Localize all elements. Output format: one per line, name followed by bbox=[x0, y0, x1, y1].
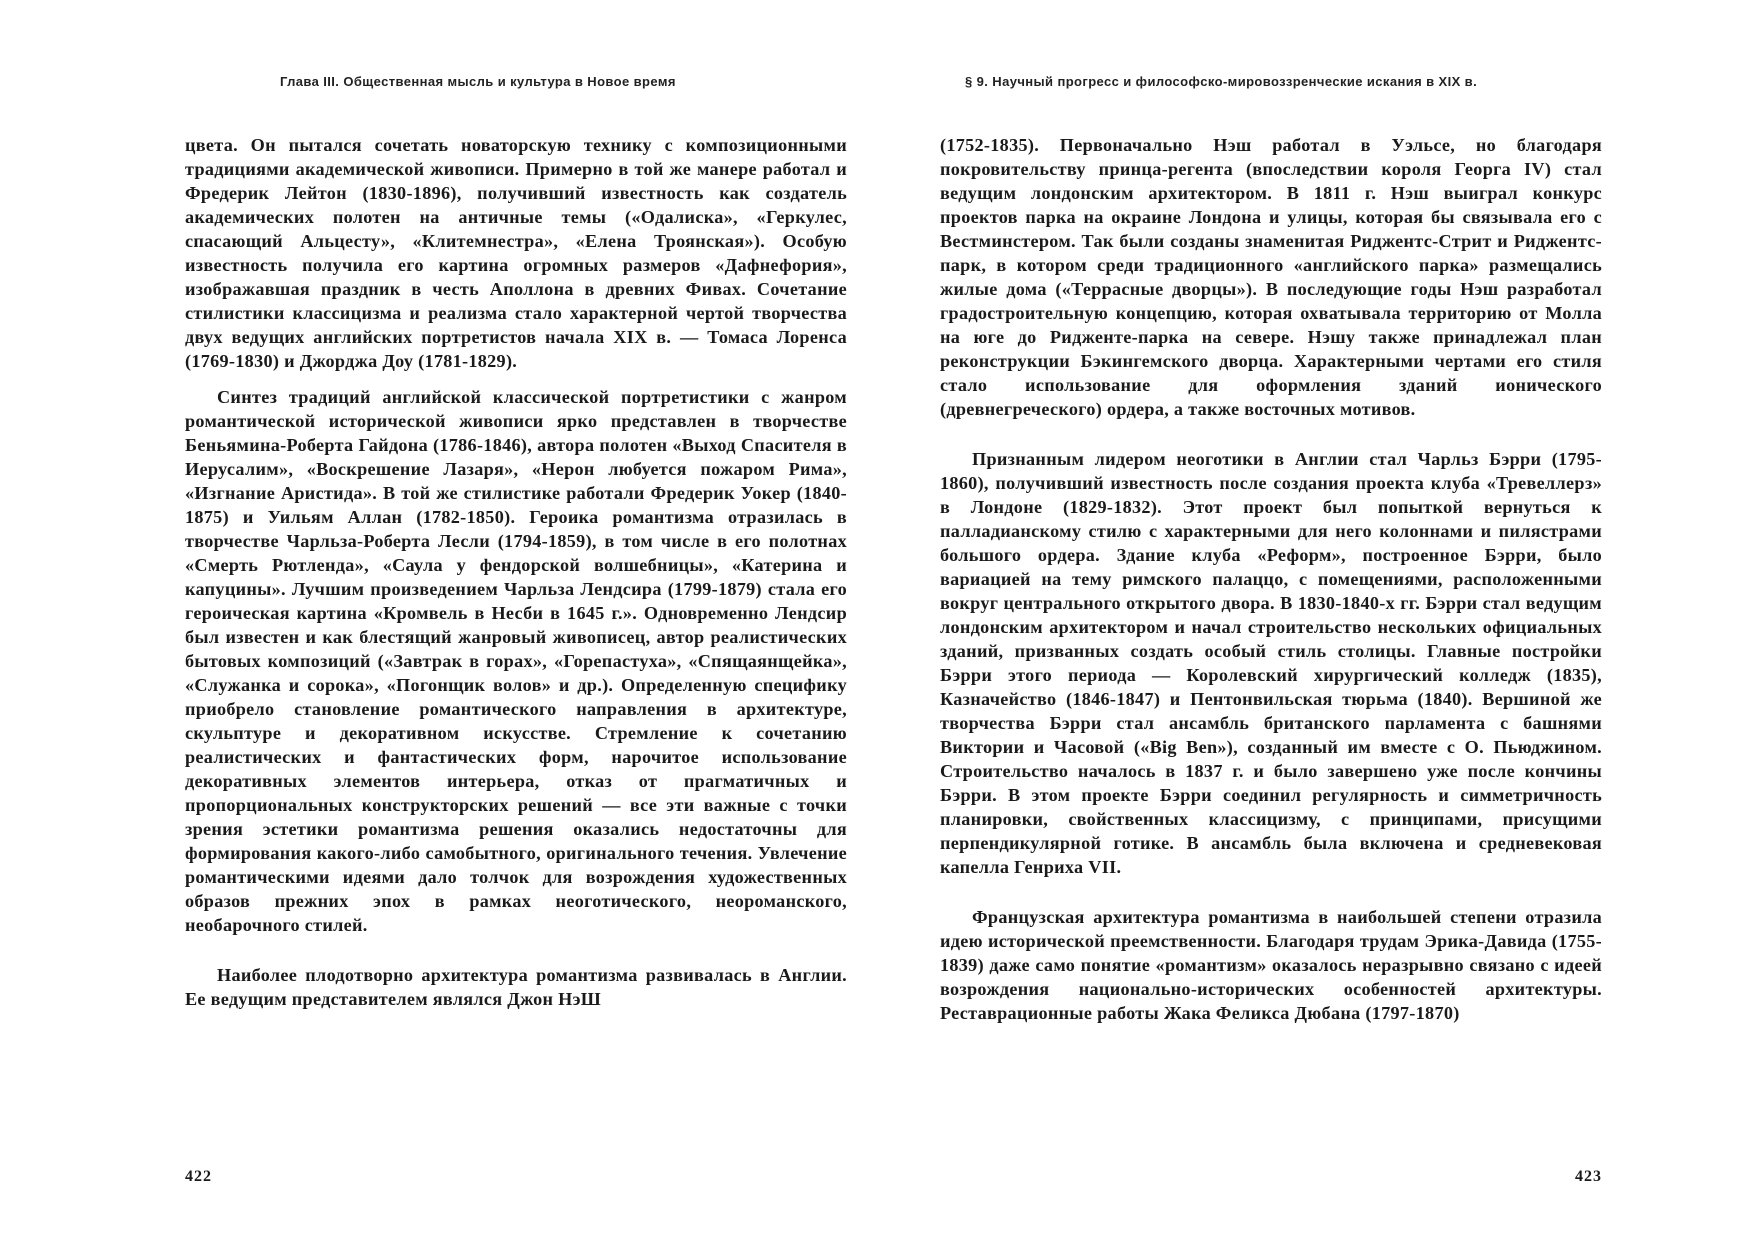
paragraph: (1752-1835). Первоначально Нэш работал в Уэльсе, но благодаря покровительству принца-регента (впоследствии короля Георга IV) стал ведущим лондонским архитектором. В 1811 г. Нэш выиграл конкурс проектов парка на окраине Лондона и улицы, которая бы связывала его с Вестминстером. Так были созданы знаменитая Риджентс-Стрит и Риджентс-парк, в котором среди традиционного «английского парка» размещались жилые дома («Террасные дворцы»). В последующие годы Нэш разработал градостроительную концепцию, которая охватывала территорию от Молла на юге до Ридженте-парка на севере. Нэшу также принадлежал план реконструкции Бэкингемского дворца. Характерными чертами его стиля стало использование для оформления зданий ионического (древнегреческого) ордера, а также восточных мотивов. bbox=[940, 135, 1602, 419]
page-number-right: 423 bbox=[1575, 1168, 1602, 1185]
running-head-right: § 9. Научный прогресс и философско-мировоззренческие искания в XIX в. bbox=[965, 74, 1478, 89]
paragraph: цвета. Он пытался сочетать новаторскую технику с композиционными традициями академической живописи. Примерно в той же манере работал и Фредерик Лейтон (1830-1896), получивший известность как создатель академических полотен на античные темы («Одалиска», «Геркулес, спасающий Альцесту», «Клитемнестра», «Елена Троянская»). Особую известность получила его картина огромных размеров «Дафнефория», изображавшая праздник в честь Аполлона в древних Фивах. Сочетание стилистики классицизма и реализма стало характерной чертой творчества двух ведущих английских портретистов начала XIX в. — Томаса Лоренса (1769-1830) и Джорджа Доу (1781-1829). bbox=[185, 135, 847, 371]
paragraph: Наиболее плодотворно архитектура романтизма развивалась в Англии. Ее ведущим представителем являлся Джон НэШ bbox=[185, 965, 847, 1009]
right-page bbox=[940, 0, 1602, 1239]
body-text-left bbox=[185, 133, 847, 1011]
paragraph: Синтез традиций английской классической портретистики с жанром романтической исторической живописи ярко представлен в творчестве Беньямина-Роберта Гайдона (1786-1846), автора полотен «Выход Спасителя в Иерусалим», «Воскрешение Лазаря», «Нерон любуется пожаром Рима», «Изгнание Аристида». В той же стилистике работали Фредерик Уокер (1840-1875) и Уильям Аллан (1782-1850). Героика романтизма отразилась в творчестве Чарльза-Роберта Лесли (1794-1859), в том числе в его полотнах «Смерть Рютленда», «Саула у фендорской волшебницы», «Катерина и капуцины». Лучшим произведением Чарльза Лендсира (1799-1879) стала его героическая картина «Кромвель в Несби в 1645 г.». Одновременно Лендсир был известен и как блестящий жанровый живописец, автор реалистических бытовых композиций («Завтрак в горах», «Горепастуха», «Спящаянщейка», «Служанка и сорока», «Погонщик волов» и др.). Определенную специфику приобрело становление романтического направления в архитектуре, скульптуре и декоративном искусстве. Стремление к сочетанию реалистических и фантастических форм, нарочитое использование декоративных элементов интерьера, отказ от прагматичных и пропорциональных конструкторских решений — все эти важные с точки зрения эстетики романтизма решения оказались недостаточны для формирования какого-либо самобытного, оригинального течения. Увлечение романтическими идеями дало толчок для возрождения художественных образов прежних эпох в рамках неоготического, неороманского, необарочного стилей. bbox=[185, 387, 847, 935]
body-text-right bbox=[940, 133, 1602, 1025]
running-head-left: Глава III. Общественная мысль и культура в Новое время bbox=[280, 74, 676, 89]
page-number-left: 422 bbox=[185, 1168, 212, 1185]
paragraph: Французская архитектура романтизма в наибольшей степени отразила идею исторической преемственности. Благодаря трудам Эрика-Давида (1755-1839) даже само понятие «романтизм» оказалось неразрывно связано с идеей возрождения национально-исторических особенностей архитектуры. Реставрационные работы Жака Феликса Дюбана (1797-1870) bbox=[940, 907, 1602, 1023]
paragraph: Признанным лидером неоготики в Англии стал Чарльз Бэрри (1795-1860), получивший известность после создания проекта клуба «Тревеллерз» в Лондоне (1829-1832). Этот проект был попыткой вернуться к палладианскому стилю с характерными для него колоннами и пилястрами большого ордера. Здание клуба «Реформ», построенное Бэрри, было вариацией на тему римского палаццо, с помещениями, расположенными вокруг центрального открытого двора. В 1830-1840-х гг. Бэрри стал ведущим лондонским архитектором и начал строительство нескольких официальных зданий, призванных создать особый стиль столицы. Главные постройки Бэрри этого периода — Королевский хирургический колледж (1835), Казначейство (1846-1847) и Пентонвильская тюрьма (1840). Вершиной же творчества Бэрри стал ансамбль британского парламента с башнями Виктории и Часовой («Big Ben»), созданный им вместе с О. Пьюджином. Строительство началось в 1837 г. и было завершено уже после кончины Бэрри. В этом проекте Бэрри соединил регулярность и симметричность планировки, свойственных классицизму, с принципами, присущими перпендикулярной готике. В ансамбль была включена и средневековая капелла Генриха VII. bbox=[940, 449, 1602, 877]
left-page bbox=[185, 0, 847, 1239]
